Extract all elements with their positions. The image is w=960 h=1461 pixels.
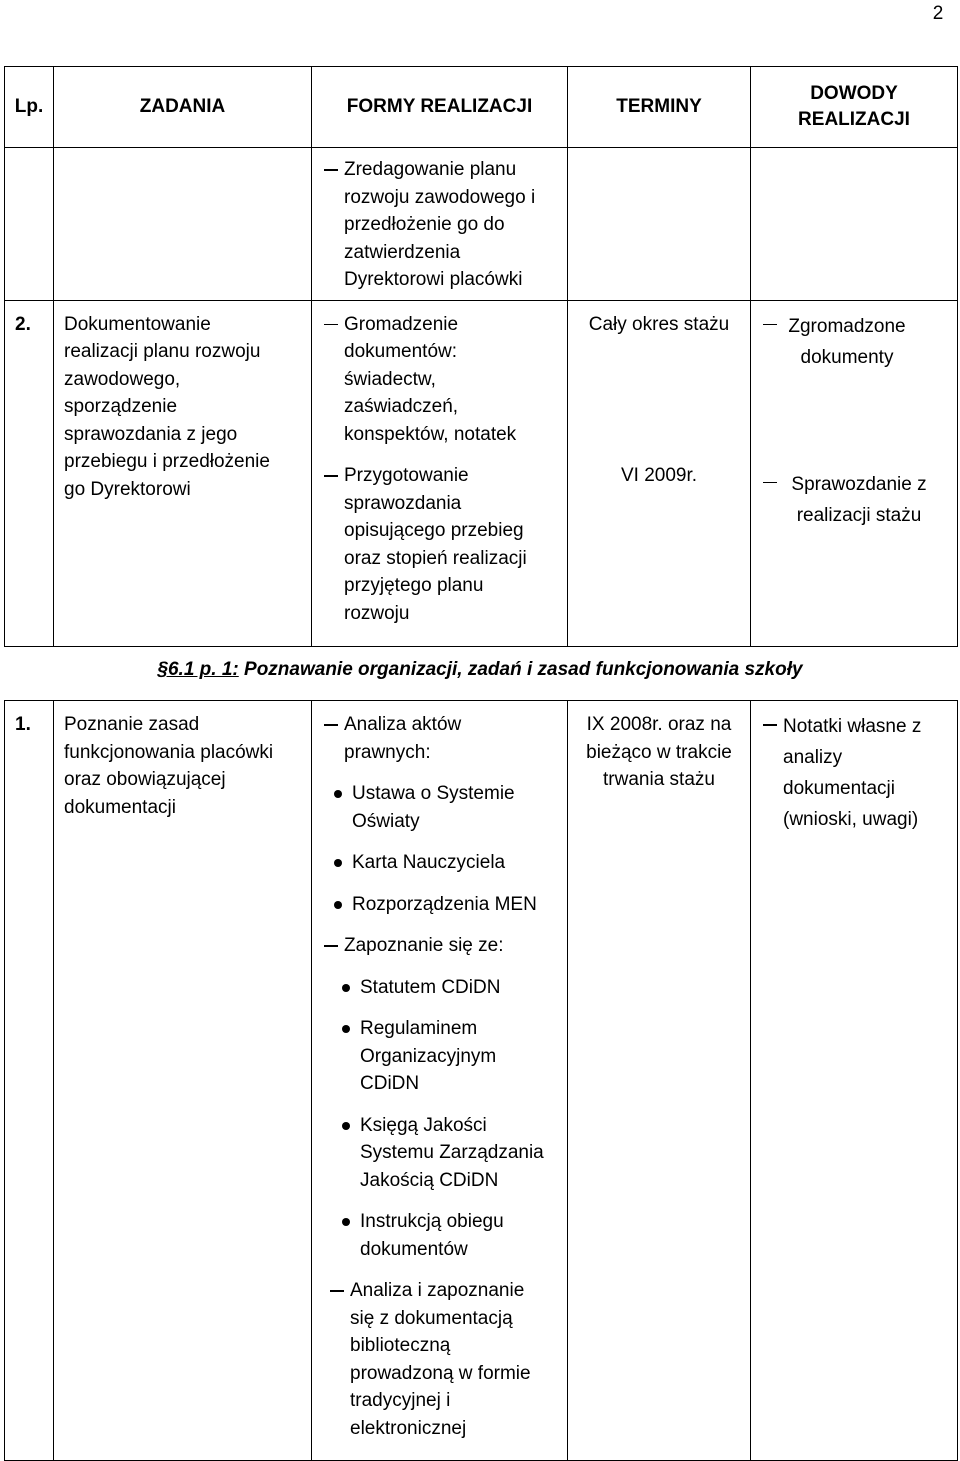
row0-task-cell	[54, 148, 312, 301]
row0-terms-cell	[568, 148, 751, 301]
proof-item: Notatki własne z analizy dokumentacji (wnioski, uwagi)	[757, 711, 951, 835]
proof-item: Sprawozdanie z realizacji stażu	[757, 469, 951, 531]
section-title-text: Poznawanie organizacji, zadań i zasad funkcjonowania szkoły	[238, 659, 803, 680]
t2-row1-terms: IX 2008r. oraz na bieżąco w trakcie trwania stażu	[568, 701, 751, 1461]
form-item: Gromadzenie dokumentów: świadectw, zaświadczeń, konspektów, notatek	[318, 311, 561, 449]
form-item: Zredagowanie planu rozwoju zawodowego i przedłożenie go do zatwierdzenia Dyrektorowi placówki	[318, 156, 561, 294]
table-header-row	[5, 67, 958, 148]
plan-table-top	[4, 66, 958, 647]
header-zadania: ZADANIA	[54, 67, 312, 148]
table-row	[5, 701, 958, 1461]
act-item: Ustawa o Systemie Oświaty	[326, 780, 561, 835]
row1-terms-cell	[568, 300, 751, 646]
row1-forms-cell	[312, 300, 568, 646]
t2-row1-num: 1.	[5, 701, 54, 1461]
row0-forms-cell	[312, 148, 568, 301]
header-formy: FORMY REALIZACJI	[312, 67, 568, 148]
document-item: Statutem CDiDN	[334, 974, 561, 1002]
t2-row1-forms-cell	[312, 701, 568, 1461]
section-ref: §6.1 p. 1:	[157, 659, 239, 680]
table-row	[5, 300, 958, 646]
page-number: 2	[932, 3, 944, 24]
term-item: VI 2009r.	[620, 465, 698, 486]
section-title	[0, 656, 960, 684]
row0-num-cell	[5, 148, 54, 301]
form-item: Przygotowanie sprawozdania opisującego przebieg oraz stopień realizacji przyjętego planu rozwoju	[318, 462, 561, 627]
header-dowody-line1: DOWODY	[810, 83, 898, 104]
form-heading: Analiza i zapoznanie się z dokumentacją biblioteczną prowadzoną w formie tradycyjnej i elektronicznej	[324, 1277, 561, 1442]
document-item: Księgą Jakości Systemu Zarządzania Jakością CDiDN	[334, 1112, 561, 1195]
header-lp: Lp.	[5, 67, 54, 148]
header-dowody	[751, 67, 958, 148]
document-item: Regulaminem Organizacyjnym CDiDN	[334, 1015, 561, 1098]
plan-table-bottom	[4, 700, 958, 1461]
row1-num: 2.	[5, 300, 54, 646]
row1-proofs-cell	[751, 300, 958, 646]
t2-row1-task: Poznanie zasad funkcjonowania placówki oraz obowiązującej dokumentacji	[54, 701, 312, 1461]
act-item: Rozporządzenia MEN	[326, 891, 561, 919]
header-terminy: TERMINY	[568, 67, 751, 148]
document-item: Instrukcją obiegu dokumentów	[334, 1208, 561, 1263]
table-row	[5, 148, 958, 301]
row0-proofs-cell	[751, 148, 958, 301]
form-heading: Analiza aktów prawnych:	[318, 711, 561, 766]
proof-item: Zgromadzone dokumenty	[757, 311, 951, 373]
term-item: Cały okres stażu	[588, 313, 730, 335]
t2-row1-proofs	[751, 701, 958, 1461]
act-item: Karta Nauczyciela	[326, 849, 561, 877]
form-heading: Zapoznanie się ze:	[318, 932, 561, 960]
row1-task: Dokumentowanie realizacji planu rozwoju zawodowego, sporządzenie sprawozdania z jego przebiegu i przedłożenie go Dyrektorowi	[54, 300, 312, 646]
header-dowody-line2: REALIZACJI	[798, 109, 910, 130]
